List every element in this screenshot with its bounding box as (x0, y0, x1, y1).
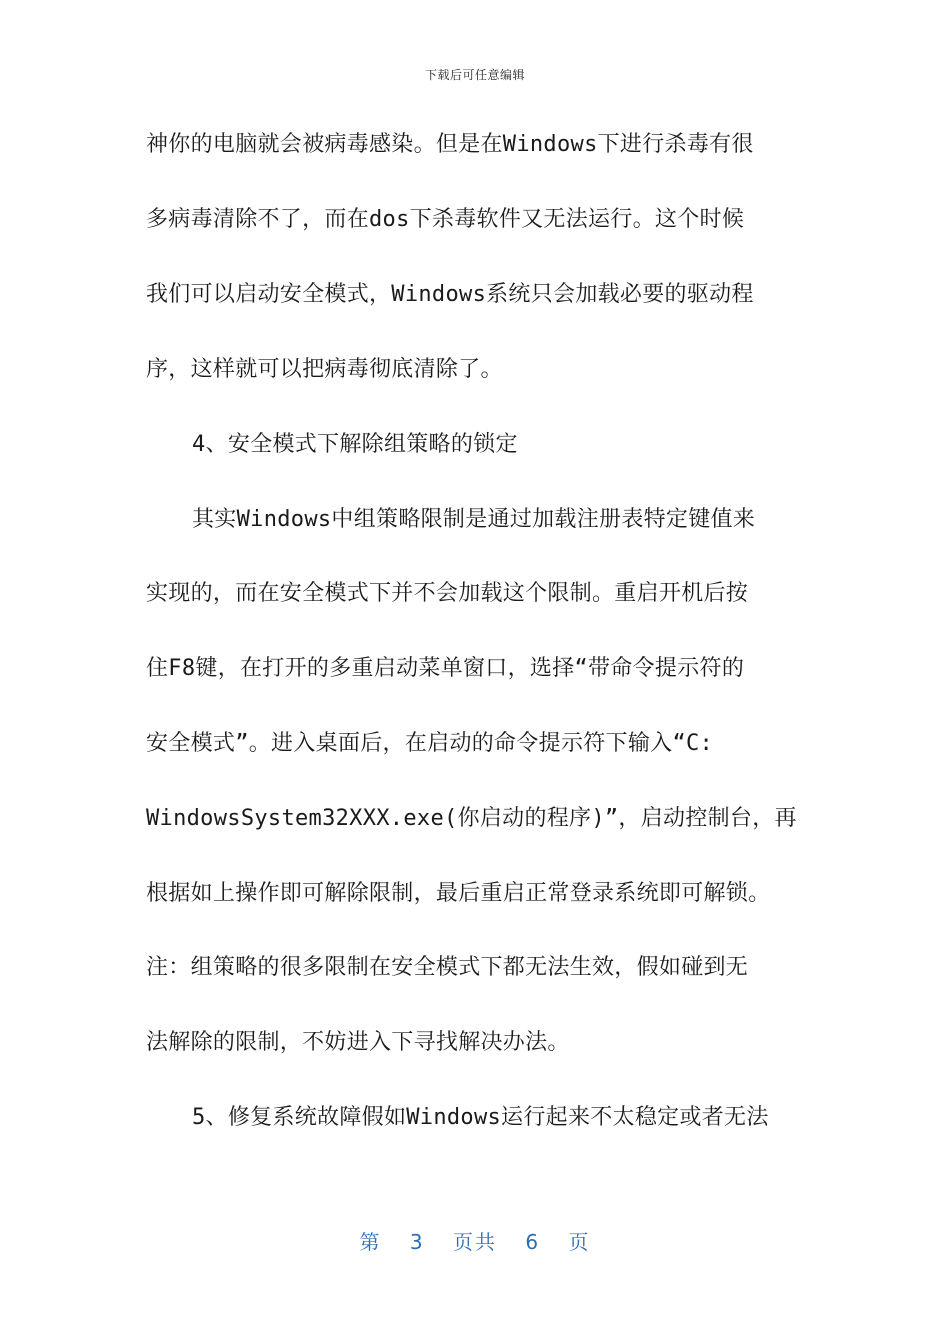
footer-prefix: 第 (359, 1230, 382, 1254)
page-header: 下载后可任意编辑 (424, 68, 525, 82)
body-line-1: 神你的电脑就会被病毒感染。但是在Windows下进行杀毒有很 (146, 132, 754, 157)
footer-current-page: 3 (409, 1230, 425, 1254)
body-line-13: 法解除的限制，不妨进入下寻找解决办法。 (146, 1030, 570, 1055)
body-line-4: 序，这样就可以把病毒彻底清除了。 (146, 357, 503, 382)
body-line-7: 实现的，而在安全模式下并不会加载这个限制。重启开机后按 (146, 581, 749, 606)
body-line-12: 注：组策略的很多限制在安全模式下都无法生效，假如碰到无 (146, 955, 749, 980)
section-heading-4: 4、安全模式下解除组策略的锁定 (192, 432, 518, 457)
body-line-3: 我们可以启动安全模式，Windows系统只会加载必要的驱动程 (146, 282, 754, 307)
body-line-10: WindowsSystem32XXX.exe(你启动的程序)”，启动控制台，再 (146, 806, 797, 831)
body-line-8: 住F8键，在打开的多重启动菜单窗口，选择“带命令提示符的 (146, 656, 745, 681)
footer-suffix: 页 (568, 1230, 591, 1254)
body-line-11: 根据如上操作即可解除限制，最后重启正常登录系统即可解锁。 (146, 881, 771, 906)
body-line-2: 多病毒清除不了，而在dos下杀毒软件又无法运行。这个时候 (146, 207, 745, 232)
footer-middle: 页共 (453, 1230, 497, 1254)
section-heading-5: 5、修复系统故障假如Windows运行起来不太稳定或者无法 (192, 1105, 769, 1130)
body-line-6: 其实Windows中组策略限制是通过加载注册表特定键值来 (192, 507, 756, 532)
body-line-9: 安全模式”。进入桌面后，在启动的命令提示符下输入“C: (146, 731, 714, 756)
page-footer (0, 1226, 950, 1255)
footer-total-pages: 6 (525, 1230, 541, 1254)
